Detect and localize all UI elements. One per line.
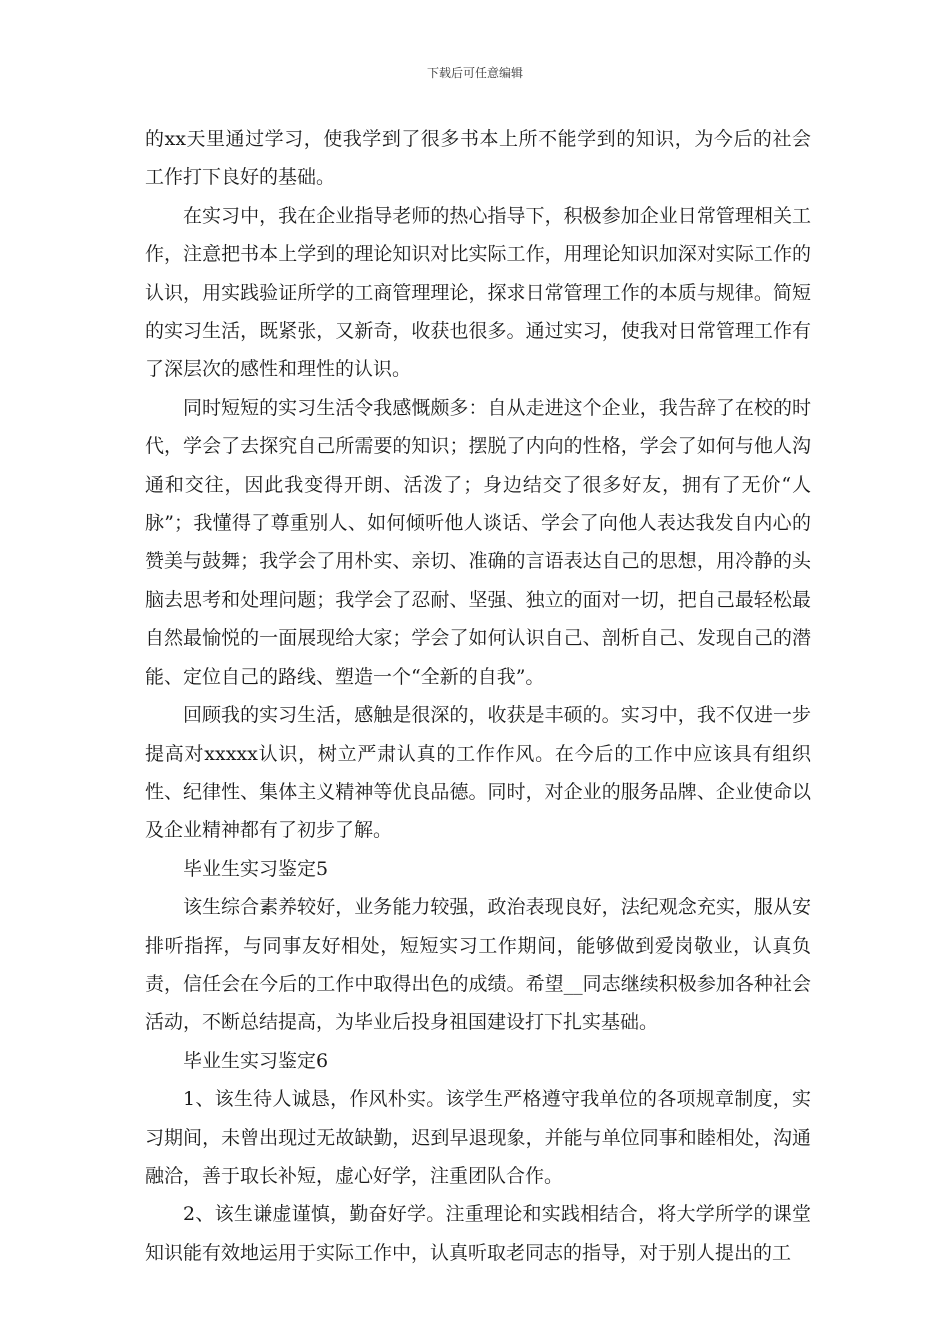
document-body bbox=[145, 120, 811, 1272]
paragraph-appraisal-5: 该生综合素养较好，业务能力较强，政治表现良好，法纪观念充实，服从安排听指挥，与同事友好相处，短短实习工作期间，能够做到爱岗敬业，认真负责，信任会在今后的工作中取得出色的成绩。希望__同志继续积极参加各种社会活动，不断总结提高，为毕业后投身祖国建设打下扎实基础。 bbox=[145, 896, 811, 1034]
paragraph-appraisal-6-item-1: 1、该生待人诚恳，作风朴实。该学生严格遵守我单位的各项规章制度，实习期间，未曾出现过无故缺勤，迟到早退现象，并能与单位同事和睦相处，沟通融洽，善于取长补短，虚心好学，注重团队合作。 bbox=[145, 1088, 811, 1187]
paragraph-internship-work: 在实习中，我在企业指导老师的热心指导下，积极参加企业日常管理相关工作，注意把书本上学到的理论知识对比实际工作，用理论知识加深对实际工作的认识，用实践验证所学的工商管理理论，探求日常管理工作的本质与规律。简短的实习生活，既紧张，又新奇，收获也很多。通过实习，使我对日常管理工作有了深层次的感性和理性的认识。 bbox=[145, 204, 811, 381]
paragraph-continuation: 的xx天里通过学习，使我学到了很多书本上所不能学到的知识，为今后的社会工作打下良好的基础。 bbox=[145, 128, 811, 189]
section-heading-6: 毕业生实习鉴定6 bbox=[183, 1049, 329, 1072]
paragraph-reflections: 同时短短的实习生活令我感慨颇多：自从走进这个企业，我告辞了在校的时代，学会了去探究自己所需要的知识；摆脱了内向的性格，学会了如何与他人沟通和交往，因此我变得开朗、活泼了；身边结交了很多好友，拥有了无价“人脉”；我懂得了尊重别人、如何倾听他人谈话、学会了向他人表达我发自内心的赞美与鼓舞；我学会了用朴实、亲切、准确的言语表达自己的思想，用冷静的头脑去思考和处理问题；我学会了忍耐、坚强、独立的面对一切，把自己最轻松最自然最愉悦的一面展现给大家；学会了如何认识自己、剖析自己、发现自己的潜能、定位自己的路线、塑造一个“全新的自我”。 bbox=[145, 396, 811, 688]
page-header: 下载后可任意编辑 bbox=[426, 66, 523, 80]
paragraph-appraisal-6-item-2: 2、该生谦虚谨慎，勤奋好学。注重理论和实践相结合，将大学所学的课堂知识能有效地运用于实际工作中，认真听取老同志的指导，对于别人提出的工 bbox=[145, 1203, 811, 1264]
paragraph-review: 回顾我的实习生活，感触是很深的，收获是丰硕的。实习中，我不仅进一步提高对xxxxx认识，树立严肃认真的工作作风。在今后的工作中应该具有组织性、纪律性、集体主义精神等优良品德。同时，对企业的服务品牌、企业使命以及企业精神都有了初步了解。 bbox=[145, 704, 811, 842]
section-heading-5: 毕业生实习鉴定5 bbox=[183, 857, 329, 880]
